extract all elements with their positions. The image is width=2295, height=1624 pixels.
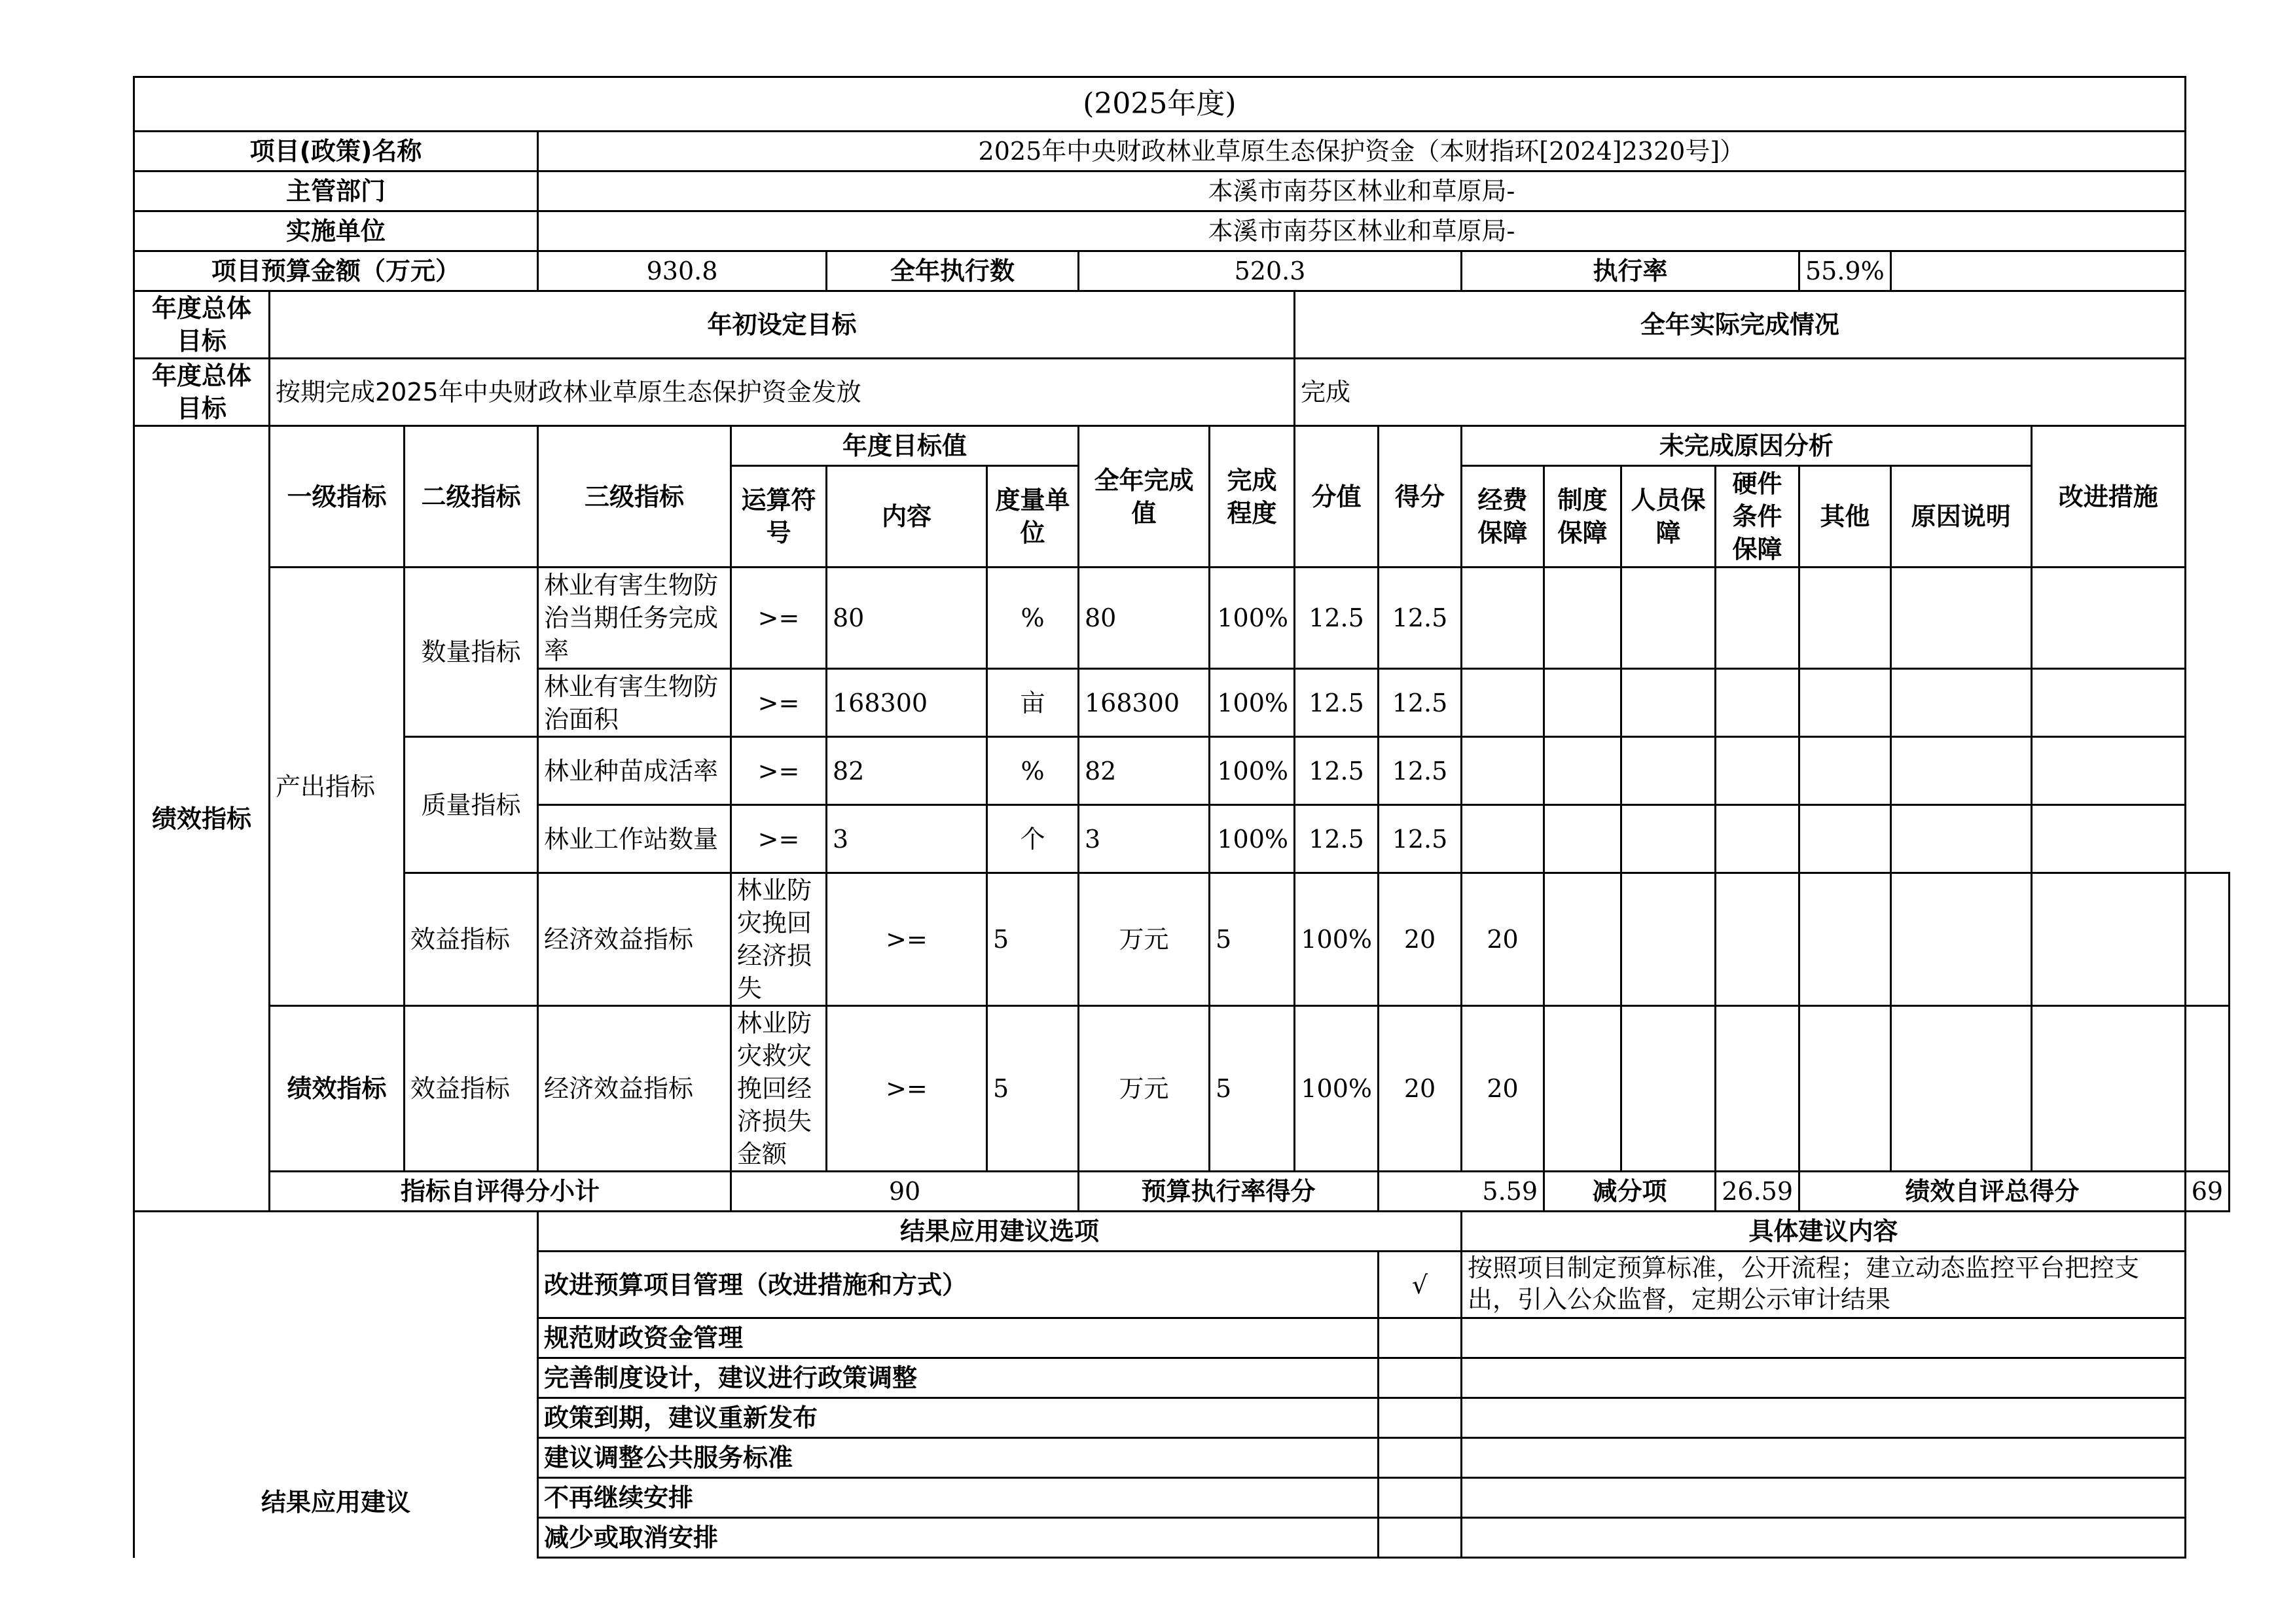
level3-header: 三级指标 bbox=[538, 426, 731, 568]
checkbox-cell[interactable] bbox=[1379, 1478, 1462, 1518]
performance-evaluation-table bbox=[133, 76, 2230, 1559]
reason-cell bbox=[1716, 1006, 1799, 1172]
reason-cell bbox=[1890, 568, 2031, 669]
deduction-value: 26.59 bbox=[1716, 1172, 1799, 1212]
completion-cell: 100% bbox=[1210, 737, 1295, 805]
reason-cell bbox=[1890, 805, 2031, 873]
level3-indicator: 林业有害生物防治当期任务完成率 bbox=[538, 568, 731, 669]
reason-cell bbox=[2031, 1006, 2185, 1172]
score-cell: 12.5 bbox=[1379, 737, 1462, 805]
score-header: 得分 bbox=[1379, 426, 1462, 568]
reason-cell bbox=[1716, 737, 1799, 805]
recommendation-content bbox=[1462, 1438, 2186, 1478]
unit-cell: 亩 bbox=[987, 669, 1079, 737]
indicator-group-label-2: 绩效指标 bbox=[270, 1006, 405, 1172]
improve-cell bbox=[2031, 737, 2185, 805]
improve-cell bbox=[2185, 873, 2229, 1006]
operator-cell: >= bbox=[731, 737, 827, 805]
subtotal-label: 指标自评得分小计 bbox=[270, 1172, 731, 1212]
score-cell: 20 bbox=[1462, 1006, 1544, 1172]
reason-cell bbox=[1544, 873, 1621, 1006]
score-cell: 12.5 bbox=[1379, 568, 1462, 669]
benefit-indicator-label: 效益指标 bbox=[405, 1006, 538, 1172]
level1-header: 一级指标 bbox=[270, 426, 405, 568]
executed-value: 520.3 bbox=[1079, 251, 1462, 291]
reason-cell bbox=[1799, 873, 1891, 1006]
unit-cell: % bbox=[987, 568, 1079, 669]
unit-cell: % bbox=[987, 737, 1079, 805]
content-cell: 168300 bbox=[827, 669, 987, 737]
reason-system-header: 制度保障 bbox=[1544, 466, 1621, 568]
score-cell: 12.5 bbox=[1379, 669, 1462, 737]
weight-cell: 12.5 bbox=[1295, 669, 1379, 737]
actual-goal-header: 全年实际完成情况 bbox=[1295, 291, 2186, 359]
rate-value: 55.9% bbox=[1799, 251, 1891, 291]
improve-cell bbox=[2031, 669, 2185, 737]
reason-cell bbox=[1716, 568, 1799, 669]
recommendation-option: 不再继续安排 bbox=[538, 1478, 1379, 1518]
budget-amount: 930.8 bbox=[538, 251, 827, 291]
level3-indicator: 林业防灾救灾挽回经济损失金额 bbox=[731, 1006, 827, 1172]
recommendation-content: 按照项目制定预算标准，公开流程；建立动态监控平台把控支出，引入公众监督，定期公示审计结果 bbox=[1462, 1252, 2186, 1318]
reason-cell bbox=[1890, 873, 2031, 1006]
unit-header: 度量单位 bbox=[987, 466, 1079, 568]
rate-label: 执行率 bbox=[1462, 251, 1799, 291]
checkbox-cell[interactable] bbox=[1379, 1518, 1462, 1558]
total-score-value: 69 bbox=[2185, 1172, 2229, 1212]
actual-cell: 5 bbox=[1210, 873, 1295, 1006]
reason-funding-header: 经费保障 bbox=[1462, 466, 1544, 568]
recommendation-option: 建议调整公共服务标准 bbox=[538, 1438, 1379, 1478]
reason-hardware-header: 硬件条件保障 bbox=[1716, 466, 1799, 568]
reason-cell bbox=[1621, 873, 1716, 1006]
goal-row-label: 年度总体目标 bbox=[134, 291, 270, 359]
recommendation-content bbox=[1462, 1398, 2186, 1438]
options-header: 结果应用建议选项 bbox=[538, 1212, 1462, 1252]
executed-label: 全年执行数 bbox=[827, 251, 1079, 291]
reason-cell bbox=[1462, 568, 1544, 669]
unit-cell: 个 bbox=[987, 805, 1079, 873]
reason-cell bbox=[1716, 873, 1799, 1006]
operator-cell: >= bbox=[827, 873, 987, 1006]
content-cell: 82 bbox=[827, 737, 987, 805]
recommendation-content bbox=[1462, 1358, 2186, 1398]
weight-cell: 20 bbox=[1379, 1006, 1462, 1172]
actual-cell: 168300 bbox=[1079, 669, 1210, 737]
reason-cell bbox=[1544, 805, 1621, 873]
checkbox-cell[interactable] bbox=[1379, 1398, 1462, 1438]
completion-cell: 100% bbox=[1210, 669, 1295, 737]
goal-row-label-2: 年度总体目标 bbox=[134, 359, 270, 426]
econ-benefit-label: 经济效益指标 bbox=[538, 873, 731, 1006]
recommendation-content bbox=[1462, 1318, 2186, 1358]
reason-cell bbox=[1890, 1006, 2031, 1172]
reason-other-header: 其他 bbox=[1799, 466, 1891, 568]
recommendation-section-label: 结果应用建议 bbox=[134, 1212, 538, 1558]
reason-cell bbox=[1621, 1006, 1716, 1172]
project-name: 2025年中央财政林业草原生态保护资金（本财指环[2024]2320号]） bbox=[538, 132, 2186, 171]
completion-cell: 100% bbox=[1295, 873, 1379, 1006]
project-name-label: 项目(政策)名称 bbox=[134, 132, 538, 171]
weight-cell: 12.5 bbox=[1295, 805, 1379, 873]
content-header: 内容 bbox=[827, 466, 987, 568]
checkbox-cell[interactable] bbox=[1379, 1358, 1462, 1398]
level2-header: 二级指标 bbox=[405, 426, 538, 568]
reason-cell bbox=[1716, 805, 1799, 873]
recommendation-content bbox=[1462, 1478, 2186, 1518]
annual-target-header: 年度目标值 bbox=[731, 426, 1079, 466]
reason-cell bbox=[1462, 669, 1544, 737]
reason-cell bbox=[1799, 568, 1891, 669]
content-cell: 80 bbox=[827, 568, 987, 669]
dept-label: 主管部门 bbox=[134, 171, 538, 211]
budget-score-label: 预算执行率得分 bbox=[1079, 1172, 1379, 1212]
score-cell: 20 bbox=[1462, 873, 1544, 1006]
reason-cell bbox=[1544, 669, 1621, 737]
completion-cell: 100% bbox=[1210, 805, 1295, 873]
reason-cell bbox=[1890, 737, 2031, 805]
completion-cell: 100% bbox=[1295, 1006, 1379, 1172]
reason-cell bbox=[1544, 568, 1621, 669]
improve-cell bbox=[2031, 805, 2185, 873]
improve-header: 改进措施 bbox=[2031, 426, 2185, 568]
checkbox-cell[interactable] bbox=[1379, 1318, 1462, 1358]
reason-cell bbox=[1799, 1006, 1891, 1172]
weight-cell: 12.5 bbox=[1295, 737, 1379, 805]
reason-cell bbox=[1621, 805, 1716, 873]
weight-header: 分值 bbox=[1295, 426, 1379, 568]
recommendation-option: 减少或取消安排 bbox=[538, 1518, 1379, 1558]
operator-cell: >= bbox=[827, 1006, 987, 1172]
recommendation-content bbox=[1462, 1518, 2186, 1558]
recommendation-option: 改进预算项目管理（改进措施和方式） bbox=[538, 1252, 1379, 1318]
initial-goal: 按期完成2025年中央财政林业草原生态保护资金发放 bbox=[270, 359, 1295, 426]
content-header: 具体建议内容 bbox=[1462, 1212, 2186, 1252]
operator-header: 运算符号 bbox=[731, 466, 827, 568]
weight-cell: 20 bbox=[1379, 873, 1462, 1006]
level3-indicator: 林业种苗成活率 bbox=[538, 737, 731, 805]
level3-indicator: 林业有害生物防治面积 bbox=[538, 669, 731, 737]
reason-cell bbox=[1621, 737, 1716, 805]
econ-benefit-label: 经济效益指标 bbox=[538, 1006, 731, 1172]
indicator-group-label: 绩效指标 bbox=[134, 426, 270, 1212]
weight-cell: 12.5 bbox=[1295, 568, 1379, 669]
checkbox-cell[interactable]: √ bbox=[1379, 1252, 1462, 1318]
reason-cell bbox=[1544, 737, 1621, 805]
content-cell: 5 bbox=[987, 1006, 1079, 1172]
actual-goal: 完成 bbox=[1295, 359, 2186, 426]
subtotal-value: 90 bbox=[731, 1172, 1079, 1212]
actual-cell: 82 bbox=[1079, 737, 1210, 805]
actual-cell: 3 bbox=[1079, 805, 1210, 873]
deduction-label: 减分项 bbox=[1544, 1172, 1716, 1212]
actual-cell: 80 bbox=[1079, 568, 1210, 669]
reason-cell bbox=[1799, 737, 1891, 805]
level3-indicator: 林业防灾挽回经济损失 bbox=[731, 873, 827, 1006]
unit-label: 实施单位 bbox=[134, 211, 538, 251]
recommendation-option: 政策到期，建议重新发布 bbox=[538, 1398, 1379, 1438]
recommendation-option: 完善制度设计，建议进行政策调整 bbox=[538, 1358, 1379, 1398]
unit-value: 本溪市南芬区林业和草原局- bbox=[538, 211, 2186, 251]
reason-explain-header: 原因说明 bbox=[1890, 466, 2031, 568]
improve-cell bbox=[2031, 568, 2185, 669]
operator-cell: >= bbox=[731, 568, 827, 669]
recommendation-option: 规范财政资金管理 bbox=[538, 1318, 1379, 1358]
dept-value: 本溪市南芬区林业和草原局- bbox=[538, 171, 2186, 211]
reason-cell bbox=[1544, 1006, 1621, 1172]
rate-spacer bbox=[1890, 251, 2185, 291]
unit-cell: 万元 bbox=[1079, 873, 1210, 1006]
benefit-indicator-label: 效益指标 bbox=[405, 873, 538, 1006]
reason-cell bbox=[1799, 805, 1891, 873]
reason-cell bbox=[1462, 737, 1544, 805]
reason-staff-header: 人员保障 bbox=[1621, 466, 1716, 568]
reasons-header: 未完成原因分析 bbox=[1462, 426, 2032, 466]
reason-cell bbox=[1799, 669, 1891, 737]
level3-indicator: 林业工作站数量 bbox=[538, 805, 731, 873]
initial-goal-header: 年初设定目标 bbox=[270, 291, 1295, 359]
operator-cell: >= bbox=[731, 669, 827, 737]
report-title: (2025年度) bbox=[134, 77, 2186, 132]
completion-header: 完成程度 bbox=[1210, 426, 1295, 568]
actual-value-header: 全年完成值 bbox=[1079, 426, 1210, 568]
reason-cell bbox=[1462, 805, 1544, 873]
budget-score-value: 5.59 bbox=[1379, 1172, 1544, 1212]
reason-cell bbox=[1890, 669, 2031, 737]
operator-cell: >= bbox=[731, 805, 827, 873]
quality-indicator-label: 质量指标 bbox=[405, 737, 538, 873]
quantity-indicator-label: 数量指标 bbox=[405, 568, 538, 737]
budget-amount-label: 项目预算金额（万元） bbox=[134, 251, 538, 291]
reason-cell bbox=[1621, 568, 1716, 669]
content-cell: 3 bbox=[827, 805, 987, 873]
actual-cell: 5 bbox=[1210, 1006, 1295, 1172]
improve-cell bbox=[2185, 1006, 2229, 1172]
output-indicator-label: 产出指标 bbox=[270, 568, 405, 1006]
checkbox-cell[interactable] bbox=[1379, 1438, 1462, 1478]
total-score-label: 绩效自评总得分 bbox=[1799, 1172, 2186, 1212]
unit-cell: 万元 bbox=[1079, 1006, 1210, 1172]
reason-cell bbox=[1716, 669, 1799, 737]
completion-cell: 100% bbox=[1210, 568, 1295, 669]
reason-cell bbox=[1621, 669, 1716, 737]
reason-cell bbox=[2031, 873, 2185, 1006]
score-cell: 12.5 bbox=[1379, 805, 1462, 873]
content-cell: 5 bbox=[987, 873, 1079, 1006]
